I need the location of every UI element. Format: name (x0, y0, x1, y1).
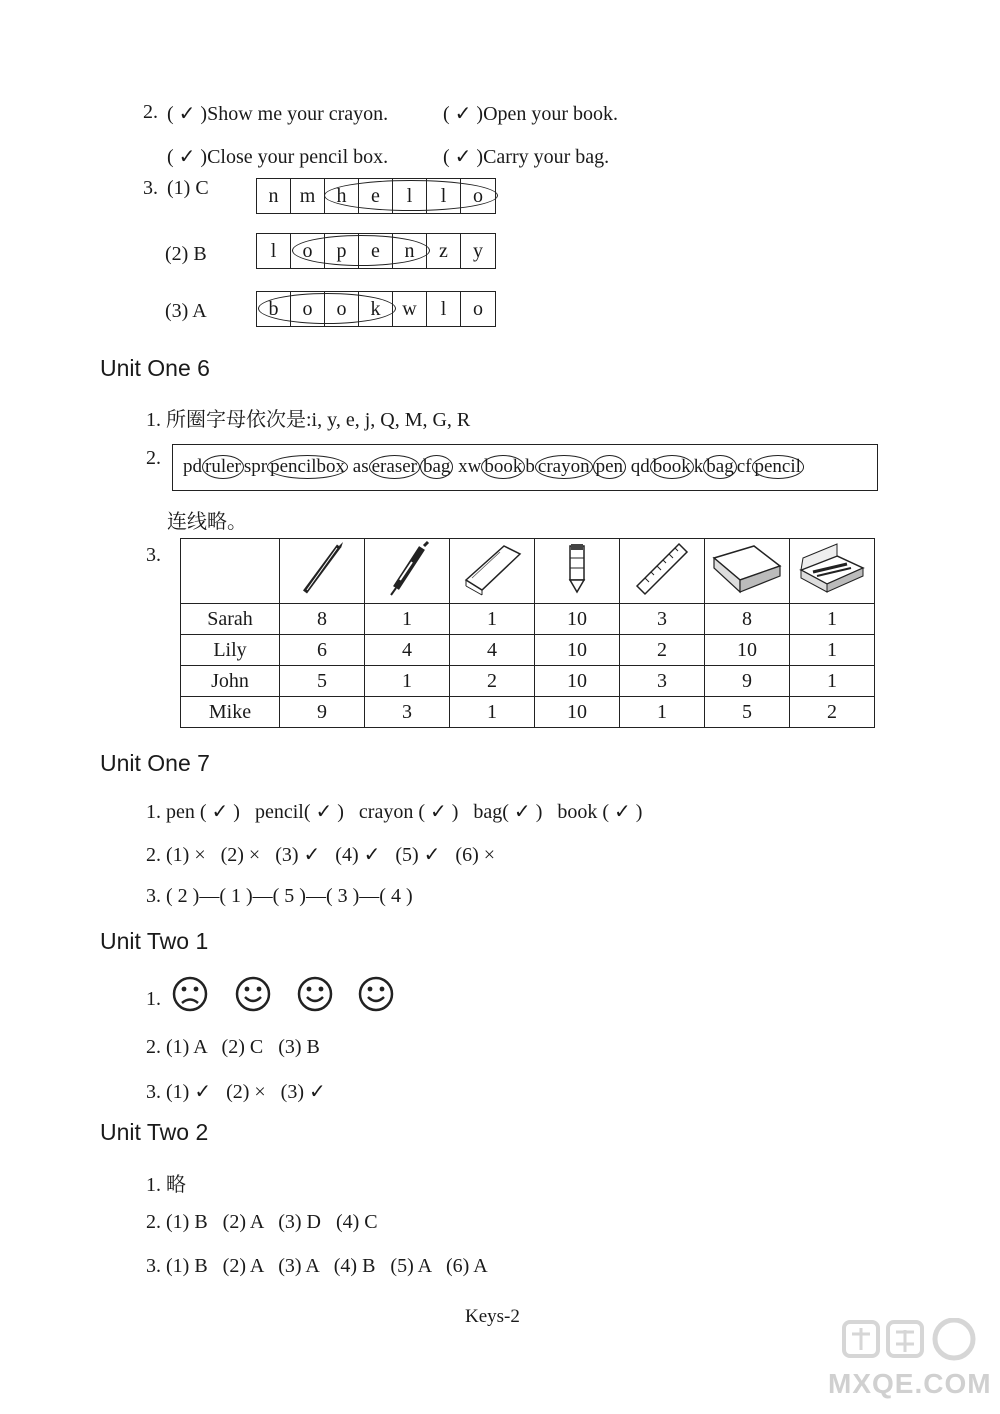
unit-one-6-q1: 1. 所圈字母依次是:i, y, e, j, Q, M, G, R (146, 409, 471, 431)
stationery-table (180, 538, 875, 728)
table-cell: 8 (280, 604, 365, 635)
table-cell: 6 (280, 635, 365, 666)
circled-word: book (650, 455, 694, 479)
letter-cell: b (257, 292, 291, 326)
unit-two-2-q2: 2. (1) B (2) A (3) D (4) C (146, 1211, 378, 1233)
table-cell: 9 (705, 666, 790, 697)
watermark-text: MXQE.COM (828, 1368, 992, 1399)
table-cell: 2 (620, 635, 705, 666)
letter-cell: o (291, 234, 325, 268)
answer-circle (292, 235, 430, 266)
table-cell: 1 (365, 604, 450, 635)
unit-two-1-q1-number: 1. (146, 988, 161, 1010)
happy-face-icon (297, 976, 333, 1012)
filler-letters: spr (243, 456, 268, 477)
table-cell: 3 (620, 666, 705, 697)
header-cell (705, 539, 790, 604)
table-row (181, 604, 875, 635)
eraser-icon (460, 540, 524, 596)
letter-cell: e (359, 234, 393, 268)
circled-word: pencil (752, 455, 804, 479)
table-cell: 3 (620, 604, 705, 635)
letter-cell: k (359, 292, 393, 326)
letter-cell: z (427, 234, 461, 268)
table-cell: 1 (450, 697, 535, 728)
table-cell: 5 (280, 666, 365, 697)
pencil-icon (297, 540, 347, 596)
circled-word: crayon (535, 455, 593, 479)
circled-word: eraser (369, 455, 420, 479)
table-cell: 4 (450, 635, 535, 666)
circled-word: bag (420, 455, 453, 479)
unit-two-2-q1: 1. 略 (146, 1174, 186, 1196)
header-empty-cell (181, 539, 280, 604)
word-search-box (172, 444, 878, 491)
table-cell: 10 (535, 635, 620, 666)
answer-circle (258, 293, 396, 324)
pencil-box-icon (797, 540, 867, 596)
unit-two-1-q3: 3. (1) ✓ (2) × (3) ✓ (146, 1081, 326, 1103)
table-cell: 10 (535, 697, 620, 728)
table-row (181, 697, 875, 728)
unit-one-6-q2-number: 2. (146, 447, 161, 469)
letter-cell: l (257, 234, 291, 268)
unit-one-7-q2: 2. (1) × (2) × (3) ✓ (4) ✓ (5) ✓ (6) × (146, 844, 496, 866)
letter-cell: o (473, 297, 483, 320)
letter-cell: o (291, 292, 325, 326)
table-row (181, 666, 875, 697)
table-cell: 5 (705, 697, 790, 728)
unit-one-6-heading: Unit One 6 (100, 355, 210, 381)
letter-cell: n (393, 234, 427, 268)
filler-letters: xw (458, 456, 482, 477)
q2-item-1: ( ✓ )Show me your crayon. (167, 103, 389, 125)
letter-cell: o (325, 292, 359, 326)
filler-letters: b (525, 456, 535, 477)
circled-word: pencilbox (267, 455, 348, 479)
q3-number: 3. (143, 177, 158, 199)
q2-item-2: ( ✓ )Open your book. (443, 103, 619, 125)
header-cell (535, 539, 620, 604)
filler-letters: k (693, 456, 704, 477)
header-cell (365, 539, 450, 604)
unit-one-6-q3-number: 3. (146, 544, 161, 566)
filler-letters: as (352, 456, 369, 477)
filler-letters: cf (736, 456, 752, 477)
letter-cell: p (325, 234, 359, 268)
table-cell: 1 (790, 635, 875, 666)
header-cell (620, 539, 705, 604)
circled-word: ruler (202, 455, 244, 479)
circled-word: book (481, 455, 525, 479)
row-name: Mike (181, 697, 280, 728)
unit-one-7-q1: 1. pen ( ✓ ) pencil( ✓ ) crayon ( ✓ ) bag( ✓ ) book ( ✓ ) (146, 801, 643, 823)
table-cell: 1 (790, 604, 875, 635)
page-number: Keys-2 (465, 1306, 520, 1327)
q3-row-1-label: (1) C (167, 177, 209, 199)
q2-number: 2. (143, 101, 158, 123)
table-cell: 9 (280, 697, 365, 728)
table-cell: 1 (790, 666, 875, 697)
pen-icon (382, 540, 432, 596)
q2-item-3: ( ✓ )Close your pencil box. (167, 146, 389, 168)
sad-face-icon (172, 976, 208, 1012)
table-cell: 4 (365, 635, 450, 666)
letter-cell: l (427, 179, 461, 213)
q2-item-4: ( ✓ )Carry your bag. (443, 146, 610, 168)
table-cell: 1 (620, 697, 705, 728)
filler-letters: pd (183, 456, 202, 477)
table-cell: 2 (450, 666, 535, 697)
row-name: Sarah (181, 604, 280, 635)
unit-two-1-q2: 2. (1) A (2) C (3) B (146, 1036, 320, 1058)
unit-two-1-heading: Unit Two 1 (100, 928, 209, 954)
table-cell: 3 (365, 697, 450, 728)
letter-cell: m (291, 179, 325, 213)
circled-word: bag (703, 455, 736, 479)
unit-one-7-heading: Unit One 7 (100, 750, 210, 776)
table-cell: 1 (365, 666, 450, 697)
header-cell (280, 539, 365, 604)
letter-cell: w (393, 292, 427, 326)
word-search-line (183, 455, 804, 479)
letter-cell: h (325, 179, 359, 213)
q3-row-2-label: (2) B (165, 243, 207, 265)
table-cell: 10 (535, 666, 620, 697)
icon-row (181, 539, 875, 604)
row-name: Lily (181, 635, 280, 666)
letter-cell: n (257, 179, 291, 213)
table-cell: 10 (535, 604, 620, 635)
header-cell (450, 539, 535, 604)
letter-cell: o (473, 184, 483, 207)
line-matching-note: 连线略。 (167, 511, 247, 533)
answer-circle (324, 180, 498, 211)
letter-cell: e (359, 179, 393, 213)
happy-face-icon (235, 976, 271, 1012)
table-cell: 2 (790, 697, 875, 728)
table-cell: 8 (705, 604, 790, 635)
crayon-icon (557, 540, 597, 596)
book-icon (710, 540, 784, 596)
q3-row-3-label: (3) A (165, 300, 207, 322)
row-name: John (181, 666, 280, 697)
header-cell (790, 539, 875, 604)
letter-cell: l (393, 179, 427, 213)
table-row (181, 635, 875, 666)
ruler-icon (633, 540, 691, 596)
unit-two-2-q3: 3. (1) B (2) A (3) A (4) B (5) A (6) A (146, 1255, 488, 1277)
circled-word: pen (593, 455, 626, 479)
letter-cell: y (473, 239, 483, 262)
table-cell: 10 (705, 635, 790, 666)
letter-cell: l (427, 292, 461, 326)
table-cell: 1 (450, 604, 535, 635)
unit-one-7-q3: 3. ( 2 )—( 1 )—( 5 )—( 3 )—( 4 ) (146, 885, 413, 907)
happy-face-icon (358, 976, 394, 1012)
filler-letters: qd (630, 456, 650, 477)
unit-two-2-heading: Unit Two 2 (100, 1119, 209, 1145)
